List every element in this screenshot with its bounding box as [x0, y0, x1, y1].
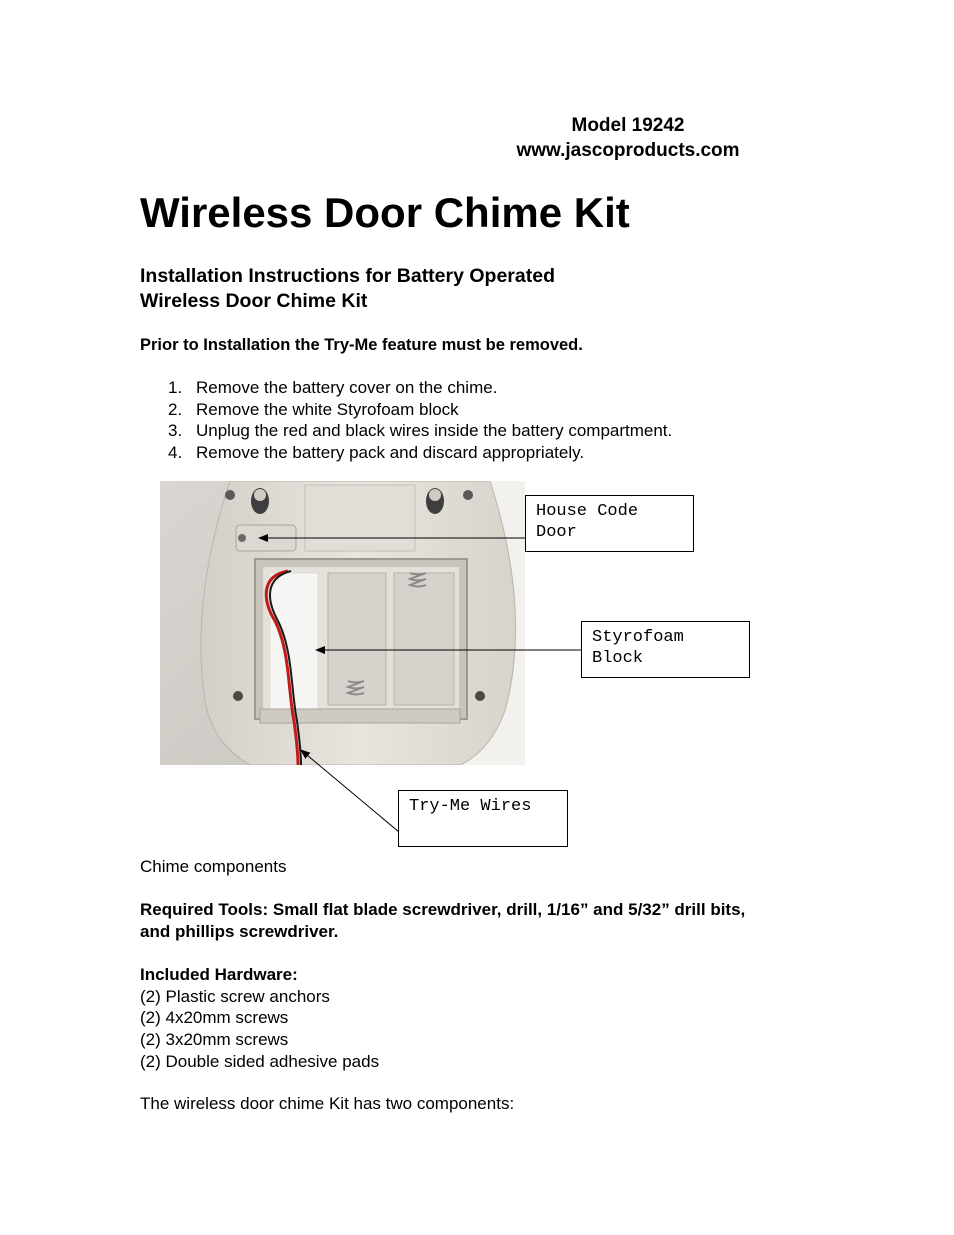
step-number: 3. — [168, 421, 183, 441]
hardware-heading: Included Hardware: — [140, 965, 298, 984]
callout-styrofoam-block — [581, 621, 750, 678]
page-title: Wireless Door Chime Kit — [140, 189, 630, 236]
included-hardware — [140, 964, 379, 1073]
step-number: 4. — [168, 443, 183, 463]
step-number: 1. — [168, 378, 183, 397]
callout-text: Try-Me Wires — [409, 797, 532, 816]
tools-line-1: Required Tools: Small flat blade screwdriver, drill, 1/16” and 5/32” drill bits, — [140, 900, 746, 919]
list-item: (2) Double sided adhesive pads — [140, 1051, 380, 1071]
callout-house-code-door — [525, 495, 694, 552]
step-number: 2. — [168, 399, 183, 419]
step-text: Remove the battery pack and discard appropriately. — [196, 443, 585, 463]
subtitle-line-2: Wireless Door Chime Kit — [140, 290, 368, 312]
step-text: Remove the battery cover on the chime. — [196, 378, 498, 397]
prior-note: Prior to Installation the Try-Me feature must be removed. — [140, 336, 583, 354]
callout-text: Styrofoam — [592, 628, 684, 647]
callout-text: Block — [592, 649, 644, 668]
list-item: (2) 3x20mm screws — [140, 1030, 289, 1050]
subtitle-line-1: Installation Instructions for Battery Operated — [140, 265, 555, 287]
figure-caption: Chime components — [140, 857, 287, 876]
step-text: Unplug the red and black wires inside the battery compartment. — [196, 421, 673, 441]
website: www.jascoproducts.com — [516, 140, 740, 161]
callout-text: House Code — [536, 502, 639, 521]
callout-text: Door — [536, 523, 577, 542]
step-text: Remove the white Styrofoam block — [196, 399, 459, 419]
tools-line-2: and phillips screwdriver. — [140, 921, 339, 941]
model-number: Model 19242 — [571, 115, 685, 136]
callout-try-me-wires — [398, 790, 568, 847]
required-tools — [140, 899, 745, 942]
list-item: (2) 4x20mm screws — [140, 1008, 289, 1028]
list-item: (2) Plastic screw anchors — [140, 986, 330, 1006]
try-me-arrow — [301, 750, 399, 832]
closing-text: The wireless door chime Kit has two components: — [140, 1094, 515, 1113]
